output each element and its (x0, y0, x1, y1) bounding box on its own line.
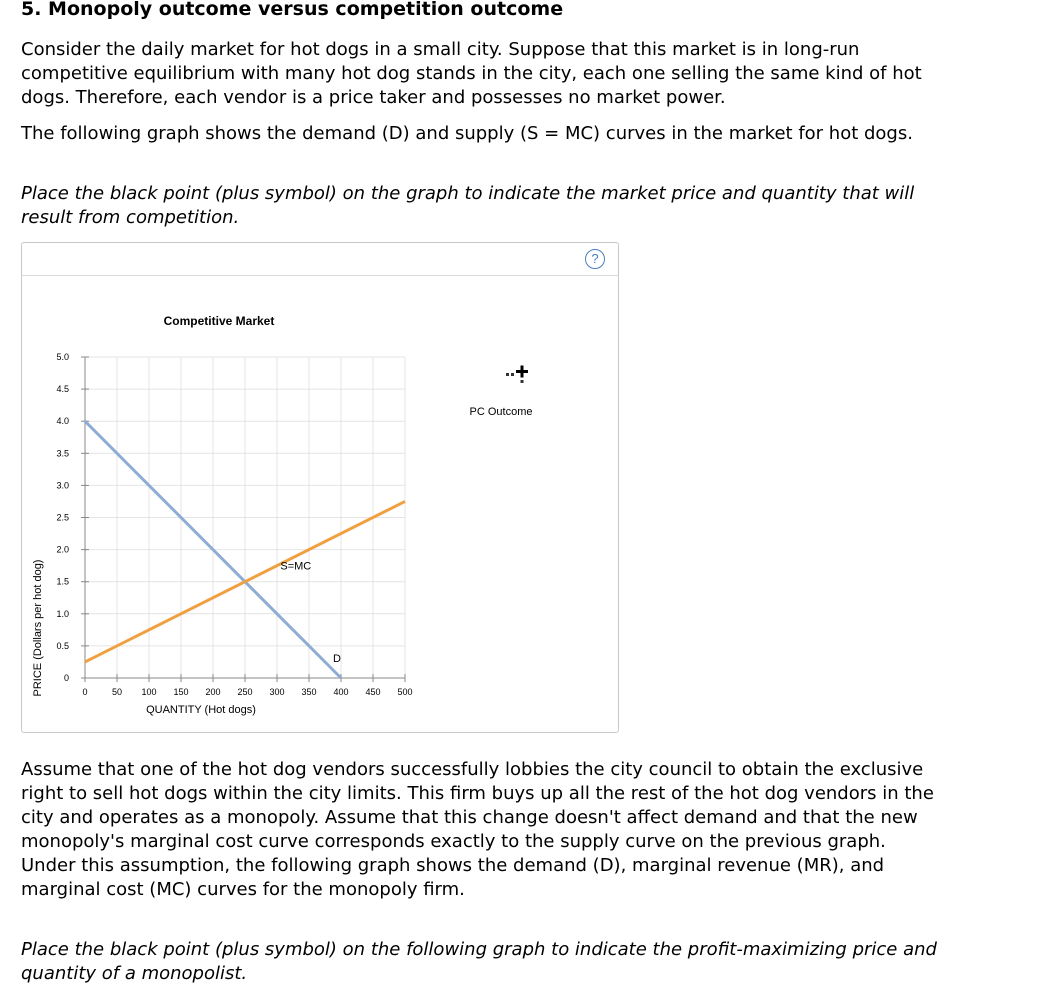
intro-paragraph: Consider the daily market for hot dogs in a small city. Suppose that this market is in long-run competitive equilibrium with many hot dog stands in the city, each one selling the same kind of hot dogs. Therefore, each vendor is a price taker and possesses no market power. (21, 39, 922, 108)
x-tick-label: 200 (205, 687, 221, 697)
y-axis-label: PRICE (Dollars per hot dog) (32, 559, 44, 697)
pc-outcome-label[interactable]: PC Outcome (469, 406, 533, 418)
competitive-market-chart (22, 243, 618, 732)
chart-title: Competitive Market (163, 314, 275, 328)
y-tick-labels (56, 352, 69, 683)
x-tick-label: 450 (365, 687, 381, 697)
y-tick-label: 4.5 (56, 384, 69, 395)
x-tick-label: 50 (111, 687, 123, 697)
y-tick-label: 5.0 (56, 352, 69, 362)
x-tick-label: 350 (301, 687, 317, 697)
y-tick-label: 0 (63, 673, 69, 683)
x-tick-label: 150 (173, 687, 189, 697)
x-tick-label: 500 (397, 687, 413, 697)
instruction-competition: Place the black point (plus symbol) on the graph to indicate the market price and quantity that will result from competition. (21, 183, 915, 228)
demand-curve-label: D (333, 652, 341, 665)
y-tick-label: 4.0 (56, 416, 69, 427)
chart-grid (85, 357, 405, 678)
y-tick-label: 1.5 (56, 576, 69, 587)
pc-outcome-tool[interactable] (470, 366, 533, 419)
x-tick-label: 400 (333, 687, 349, 697)
chart-axes (81, 357, 405, 682)
y-tick-label: 2.5 (56, 512, 69, 523)
graph-description: The following graph shows the demand (D) and supply (S = MC) curves in the market for hot dogs. (21, 123, 913, 144)
question-title: 5. Monopoly outcome versus competition outcome (21, 0, 564, 20)
x-tick-label: 250 (237, 687, 253, 697)
y-tick-label: 3.0 (56, 480, 69, 491)
x-axis-label: QUANTITY (Hot dogs) (146, 704, 256, 716)
x-tick-label: 300 (269, 687, 285, 697)
graph-panel (21, 242, 619, 733)
x-tick-labels (82, 687, 412, 697)
x-tick-label: 100 (141, 687, 157, 697)
supply-curve-label: S=MC (280, 560, 312, 573)
plus-icon[interactable] (506, 366, 528, 384)
y-tick-label: 2.0 (56, 544, 69, 555)
y-tick-label: 3.5 (56, 448, 69, 459)
y-tick-label: 1.0 (56, 608, 69, 619)
monopoly-paragraph: Assume that one of the hot dog vendors successfully lobbies the city council to obtain the exclusive right to sell hot dogs within the city limits. This firm buys up all the rest of the hot dog vendors in the city and operates as a monopoly. Assume that this change doesn't affect demand and that the new monopoly's marginal cost curve corresponds exactly to the supply curve on the previous graph. Under this assumption, the following graph shows the demand (D), marginal revenue (MR), and marginal cost (MC) curves for the monopoly firm. (21, 759, 934, 900)
x-tick-label: 0 (82, 687, 88, 697)
y-tick-label: 0.5 (56, 640, 69, 651)
help-icon[interactable]: ? (585, 249, 605, 269)
instruction-monopoly: Place the black point (plus symbol) on the following graph to indicate the profit-maximizing price and quantity of a monopolist. (21, 939, 937, 984)
